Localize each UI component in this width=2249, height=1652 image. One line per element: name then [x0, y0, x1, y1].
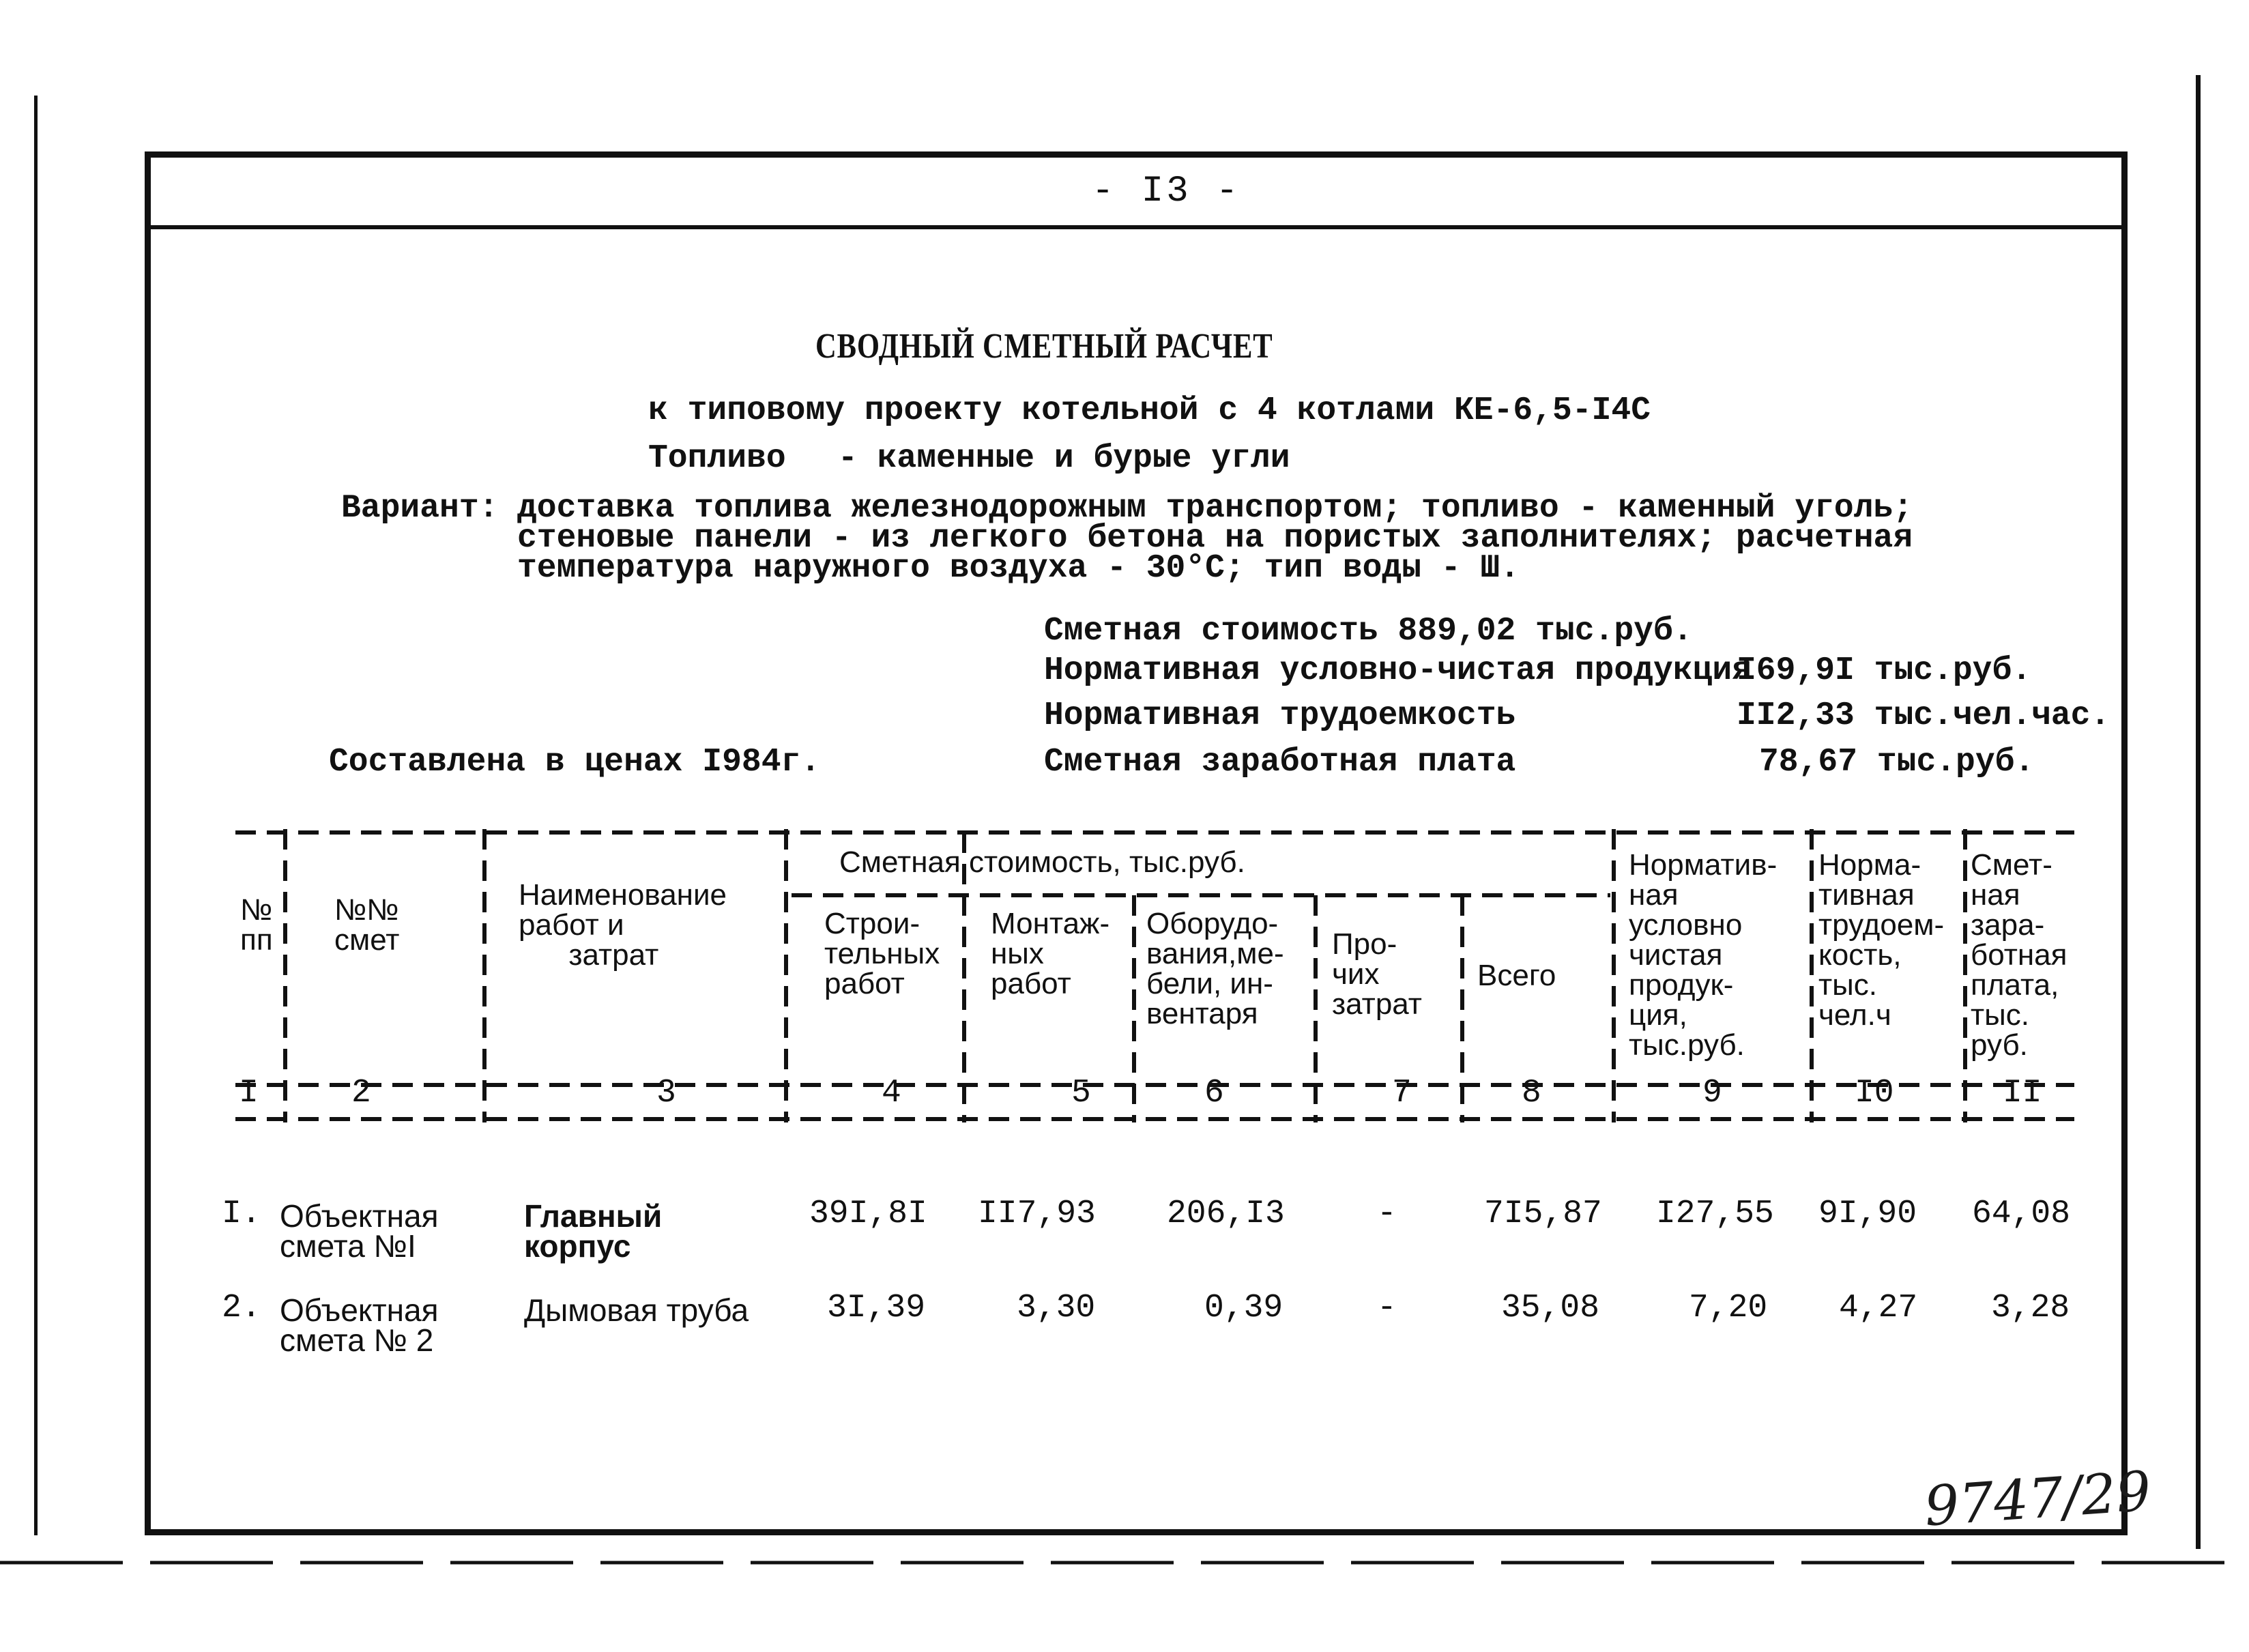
variant-line-2: стеновые панели - из легкого бетона на пористых заполнителях; расчетная	[517, 520, 1913, 557]
fuel-value: - каменные и бурые угли	[838, 440, 1290, 477]
row1-equipment: 206,I3	[1167, 1195, 1285, 1232]
variant-line-1: доставка топлива железнодорожным транспортом; топливо - каменный уголь;	[517, 490, 1913, 527]
colnum-4: 4	[882, 1075, 901, 1112]
header-col-5: Монтаж- ных работ	[991, 907, 1110, 1000]
header-col-10: Норма- тивная трудоем- кость, тыс. чел.ч	[1818, 848, 1945, 1032]
colnum-7: 7	[1392, 1075, 1412, 1112]
header-group-cost: Сметная стоимость, тыс.руб.	[839, 845, 1245, 879]
header-col-9: Норматив- ная условно чистая продук- ция, тыс.руб.	[1629, 848, 1778, 1062]
row1-total: 7I5,87	[1484, 1195, 1602, 1232]
handwritten-number: 9747/29	[1922, 1459, 2153, 1539]
colnum-5: 5	[1071, 1075, 1091, 1112]
colnum-2: 2	[351, 1075, 371, 1112]
variant-label: Вариант:	[341, 490, 499, 527]
colnum-9: 9	[1702, 1075, 1722, 1112]
row2-installation: 3,30	[1017, 1290, 1096, 1327]
fuel-label: Топливо	[648, 440, 786, 477]
summary-norm-product-value: I69,9I тыс.руб.	[1737, 652, 2032, 689]
header-col-4: Строи- тельных работ	[824, 907, 940, 1000]
summary-cost: Сметная стоимость 889,02 тыс.руб.	[1044, 613, 1693, 650]
document-subtitle: к типовому проекту котельной с 4 котлами КЕ-6,5-I4С	[648, 392, 1651, 429]
row1-installation: II7,93	[978, 1195, 1096, 1232]
header-col-6: Оборудо- вания,ме- бели, ин- вентаря	[1146, 907, 1284, 1030]
row2-name: Дымовая труба	[524, 1292, 749, 1328]
row1-labor: 9I,90	[1818, 1195, 1917, 1232]
summary-wage-label: Сметная заработная плата	[1044, 744, 1516, 781]
header-col-2: №№ смет	[334, 893, 400, 957]
summary-labor-value: II2,33 тыс.чел.час.	[1737, 697, 2110, 734]
summary-norm-product-label: Нормативная условно-чистая продукция	[1044, 652, 1752, 689]
row2-total: 35,08	[1501, 1290, 1600, 1327]
row2-estimate: Объектная смета № 2	[280, 1292, 439, 1358]
row1-wage: 64,08	[1972, 1195, 2071, 1232]
row2-norm-product: 7,20	[1689, 1290, 1768, 1327]
colnum-8: 8	[1522, 1075, 1541, 1112]
row2-labor: 4,27	[1839, 1290, 1918, 1327]
header-col-8: Всего	[1477, 959, 1556, 992]
row1-num: I.	[222, 1195, 261, 1232]
variant-line-3: температура наружного воздуха - 30°С; тип воды - Ш.	[517, 550, 1520, 587]
row1-norm-product: I27,55	[1656, 1195, 1774, 1232]
summary-wage-value: 78,67 тыс.руб.	[1759, 744, 2035, 781]
colnum-10: I0	[1855, 1075, 1894, 1112]
page-number: - I3 -	[1092, 171, 1241, 212]
header-col-11: Смет- ная зара- ботная плата, тыс. руб.	[1971, 848, 2067, 1062]
row2-num: 2.	[222, 1290, 261, 1327]
summary-labor-label: Нормативная трудоемкость	[1044, 697, 1516, 734]
row1-other: -	[1377, 1195, 1397, 1232]
row2-other: -	[1377, 1290, 1397, 1327]
colnum-1: I	[239, 1075, 259, 1112]
row1-estimate: Объектная смета №I	[280, 1198, 439, 1264]
prices-note: Составлена в ценах I984г.	[329, 744, 821, 781]
row2-wage: 3,28	[1991, 1290, 2070, 1327]
colnum-11: II	[2003, 1075, 2042, 1112]
row2-equipment: 0,39	[1204, 1290, 1283, 1327]
row1-name: Главный корпус	[524, 1198, 663, 1264]
header-col-1: № пп	[240, 893, 273, 957]
row1-construction: 39I,8I	[809, 1195, 927, 1232]
header-col-3: Наименование работ и затрат	[519, 878, 727, 972]
document-title: СВОДНЫЙ СМЕТНЫЙ РАСЧЕТ	[815, 327, 1273, 366]
header-col-7: Про- чих затрат	[1332, 927, 1422, 1021]
row2-construction: 3I,39	[827, 1290, 926, 1327]
colnum-3: 3	[656, 1075, 676, 1112]
colnum-6: 6	[1204, 1075, 1224, 1112]
